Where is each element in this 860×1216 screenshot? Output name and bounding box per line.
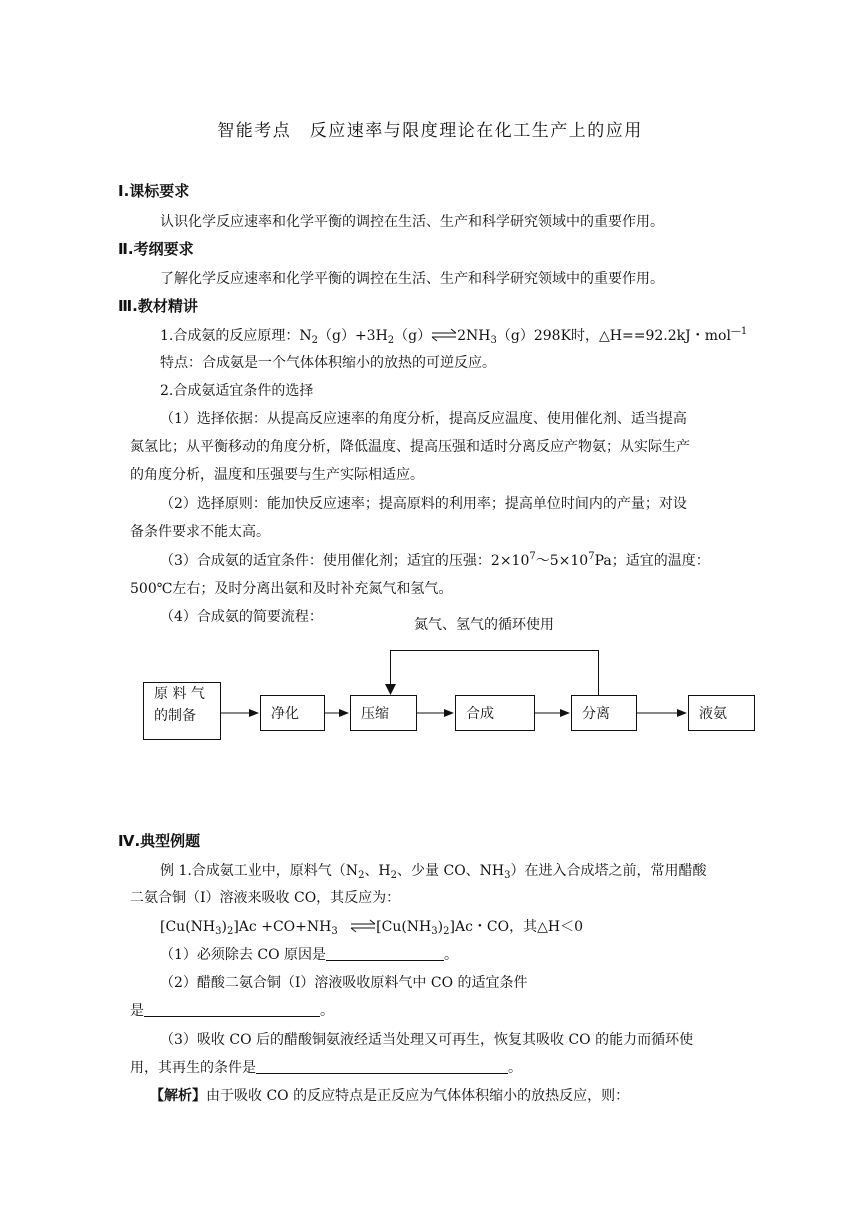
basis-line-2: 氮氢比；从平衡移动的角度分析，降低温度、提高压强和适时分离反应产物氨；从实际生产 (130, 439, 690, 455)
recycle-line-right (598, 650, 599, 695)
answer-blank-2[interactable] (144, 1002, 320, 1017)
box-raw-gas-preparation (143, 682, 221, 740)
question-3-line-2: 用，其再生的条件是 。 (130, 1060, 522, 1076)
question-3-line-1: （3）吸收 CO 后的醋酸铜氨液经适当处理又可再生，恢复其吸收 CO 的能力而循环使 (160, 1032, 694, 1048)
reaction-principle: 1.合成氨的反应原理：$N_2(g)+3H_2(g)$ $2NH_3(g)298K$时，△H==92.2kJ・mol$^{—1}$ (160, 326, 748, 346)
section-3-heading: Ⅲ.教材精讲 (118, 297, 198, 315)
box-purification: 净化 (260, 695, 325, 731)
section-1-text: 认识化学反应速率和化学平衡的调控在生活、生产和科学研究领域中的重要作用。 (160, 214, 664, 230)
equilibrium-arrow-icon (350, 919, 376, 933)
box-synthesis: 合成 (455, 695, 535, 731)
principle-line-2: 备条件要求不能太高。 (130, 524, 270, 540)
example-line-2: 二氨合铜（Ⅰ）溶液来吸收 CO，其反应为： (130, 890, 401, 906)
section-2-text: 了解化学反应速率和化学平衡的调控在生活、生产和科学研究领域中的重要作用。 (160, 271, 664, 287)
section-2-heading: Ⅱ.考纲要求 (118, 240, 194, 258)
reaction-feature: 特点：合成氨是一个气体体积缩小的放热的可逆反应。 (160, 355, 496, 371)
analysis-line (150, 1085, 629, 1105)
page-title: 智能考点 反应速率与限度理论在化工生产上的应用 (217, 121, 643, 141)
box-compression: 压缩 (350, 695, 417, 731)
question-1: （1）必须除去 CO 原因是 。 (160, 947, 458, 963)
box-raw-gas-line-1: 原 料 气 (154, 686, 205, 702)
analysis-tag: 【解析】 (150, 1088, 206, 1104)
answer-blank-3[interactable] (256, 1059, 508, 1074)
cycle-label: 氮气、氢气的循环使用 (414, 617, 554, 633)
basis-line-1: （1）选择依据：从提高反应速率的角度分析，提高反应温度、使用催化剂、适当提高 (160, 411, 687, 427)
section-1-heading: Ⅰ.课标要求 (118, 182, 190, 200)
question-2-line-2: 是 。 (130, 1003, 334, 1019)
principle-line-1: （2）选择原则：能加快反应速率；提高原料的利用率；提高单位时间内的产量；对设 (160, 496, 687, 512)
box-liquid-ammonia: 液氨 (688, 695, 755, 731)
example-equation: $[Cu(NH_3)_2]Ac +CO+NH_3$ $[Cu(NH_3)_2]Ac$・CO，其△H＜0 (160, 919, 583, 937)
recycle-arrowhead-icon (385, 684, 396, 695)
arrow-icon (535, 707, 571, 719)
question-2-line-1: （2）醋酸二氨合铜（Ⅰ）溶液吸收原料气中 CO 的适宜条件 (160, 975, 528, 991)
arrow-icon (221, 707, 260, 719)
condition-selection-title: 2.合成氨适宜条件的选择 (160, 383, 314, 399)
arrow-icon (637, 707, 688, 719)
recycle-line-top (390, 650, 599, 651)
recycle-line-left (390, 650, 391, 688)
example-line-1: 例 1.合成氨工业中，原料气（$N_2$、$H_2$、少量 CO、$NH_3$）在进入合成塔之前，常用醋酸 (160, 863, 707, 881)
box-raw-gas-line-2: 的制备 (154, 708, 196, 724)
arrow-icon (325, 707, 350, 719)
suitable-conditions-line-2: 500℃左右；及时分离出氨和及时补充氮气和氢气。 (130, 581, 453, 597)
basis-line-3: 的角度分析，温度和压强要与生产实际相适应。 (130, 467, 424, 483)
box-separation: 分离 (571, 695, 637, 731)
flow-intro: （4）合成氨的简要流程： (160, 609, 323, 625)
arrow-icon (417, 707, 455, 719)
answer-blank-1[interactable] (326, 946, 444, 961)
section-4-heading: Ⅳ.典型例题 (118, 832, 201, 850)
equilibrium-arrow-icon (431, 328, 457, 342)
suitable-conditions-line-1: （3）合成氨的适宜条件：使用催化剂；适宜的压强：$2\times 10^7\sim 5\times 10^7Pa$；适宜的温度： (160, 551, 710, 569)
analysis-text: 由于吸收 CO 的反应特点是正反应为气体体积缩小的放热反应，则： (206, 1088, 630, 1104)
